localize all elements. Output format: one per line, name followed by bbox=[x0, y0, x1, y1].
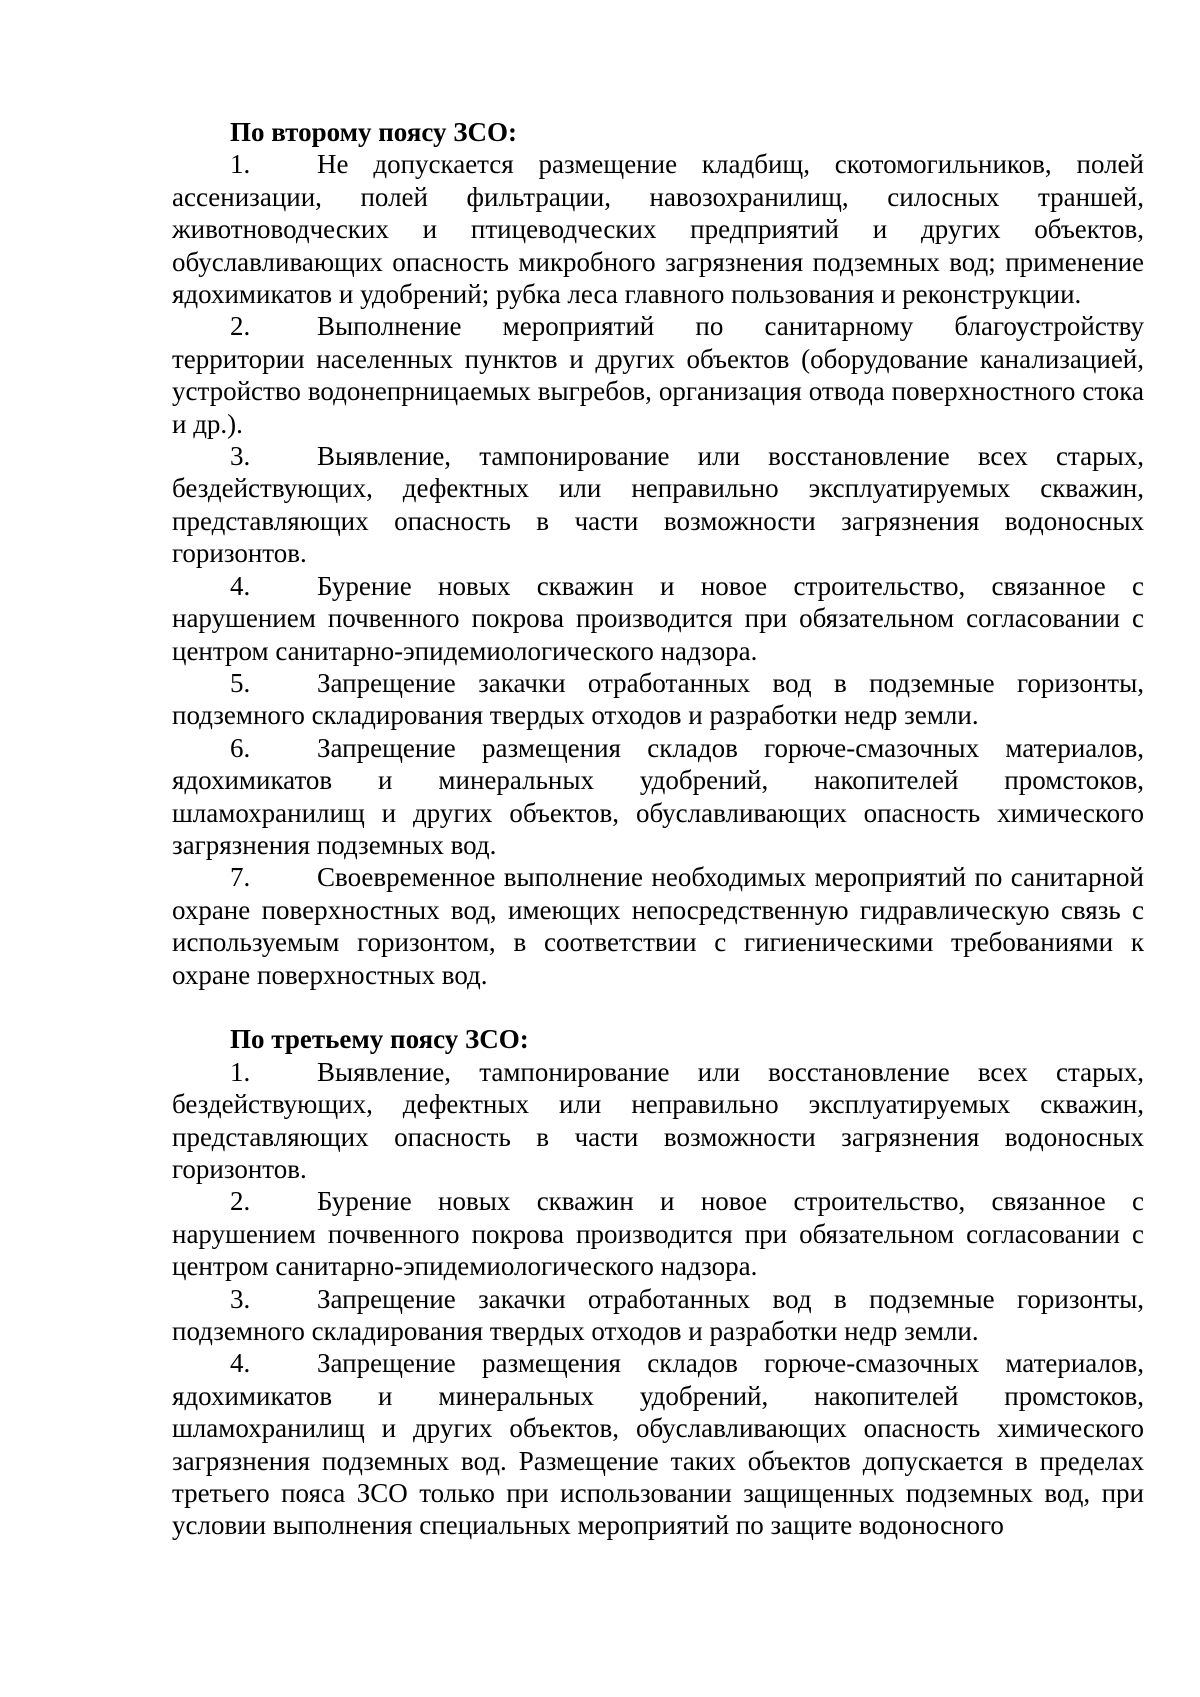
list-item-number: 3. bbox=[230, 1283, 251, 1314]
list-item bbox=[172, 1056, 1144, 1186]
list-item-number: 1. bbox=[230, 149, 251, 180]
list-item bbox=[172, 570, 1144, 667]
section-heading-zone-2: По второму поясу ЗСО: bbox=[230, 117, 517, 147]
list-item bbox=[172, 1185, 1144, 1282]
list-item-text: Не допускается размещение кладбищ, скотомогильников, полей ассенизации, полей фильтрации, навозохранилищ, силосных траншей, животноводческих и птицеводческих предприятий и других объектов, обуславливающих опасность микробного загрязнения подземных вод; применение ядохимикатов и удобрений; рубка леса главного пользования и реконструкции. bbox=[172, 149, 1144, 310]
list-item bbox=[172, 1283, 1144, 1348]
list-item-number: 3. bbox=[230, 441, 251, 472]
list-item bbox=[172, 1347, 1144, 1541]
list-item bbox=[172, 310, 1144, 440]
document-body bbox=[172, 116, 1144, 1542]
list-item-text: Выявление, тампонирование или восстановление всех старых, бездействующих, дефектных или неправильно эксплуатируемых скважин, представляющих опасность в части возможности загрязнения водоносных горизонтов. bbox=[172, 441, 1144, 569]
list-item-number: 6. bbox=[230, 732, 251, 763]
list-item-text: Запрещение размещения складов горюче-смазочных материалов, ядохимикатов и минеральных удобрений, накопителей промстоков, шламохранилищ и других объектов, обуславливающих опасность химического загрязнения подземных вод. Размещение таких объектов допускается в пределах третьего пояса ЗСО только при использовании защищенных подземных вод, при условии выполнения специальных мероприятий по защите водоносного bbox=[172, 1348, 1144, 1541]
list-item bbox=[172, 732, 1144, 862]
list-item-number: 2. bbox=[230, 1186, 251, 1217]
list-item bbox=[172, 440, 1144, 570]
list-item-text: Запрещение размещения складов горюче-смазочных материалов, ядохимикатов и минеральных удобрений, накопителей промстоков, шламохранилищ и других объектов, обуславливающих опасность химического загрязнения подземных вод. bbox=[172, 732, 1144, 860]
list-item-text: Выполнение мероприятий по санитарному благоустройству территории населенных пунктов и других объектов (оборудование канализацией, устройство водонепрницаемых выгребов, организация отвода поверхностного стока и др.). bbox=[172, 311, 1144, 439]
list-item-text: Запрещение закачки отработанных вод в подземные горизонты, подземного складирования твердых отходов и разработки недр земли. bbox=[172, 1283, 1144, 1347]
list-item bbox=[172, 148, 1144, 310]
list-item bbox=[172, 861, 1144, 991]
list-item-text: Бурение новых скважин и новое строительство, связанное с нарушением почвенного покрова производится при обязательном согласовании с центром санитарно-эпидемиологического надзора. bbox=[172, 1186, 1144, 1282]
list-item-number: 4. bbox=[230, 570, 251, 601]
list-item-text: Бурение новых скважин и новое строительство, связанное с нарушением почвенного покрова производится при обязательном согласовании с центром санитарно-эпидемиологического надзора. bbox=[172, 570, 1144, 666]
list-item-number: 1. bbox=[230, 1056, 251, 1087]
section-spacer bbox=[172, 991, 1144, 1023]
list-item-text: Своевременное выполнение необходимых мероприятий по санитарной охране поверхностных вод, имеющих непосредственную гидравлическую связь с используемым горизонтом, в соответствии с гигиеническими требованиями к охране поверхностных вод. bbox=[172, 862, 1144, 990]
list-item-text: Выявление, тампонирование или восстановление всех старых, бездействующих, дефектных или неправильно эксплуатируемых скважин, представляющих опасность в части возможности загрязнения водоносных горизонтов. bbox=[172, 1056, 1144, 1184]
list-item-number: 2. bbox=[230, 311, 251, 342]
list-item bbox=[172, 667, 1144, 732]
list-item-text: Запрещение закачки отработанных вод в подземные горизонты, подземного складирования твердых отходов и разработки недр земли. bbox=[172, 667, 1144, 731]
list-item-number: 4. bbox=[230, 1348, 251, 1379]
list-item-number: 5. bbox=[230, 667, 251, 698]
list-item-number: 7. bbox=[230, 862, 251, 893]
section-heading-zone-3: По третьему поясу ЗСО: bbox=[230, 1024, 529, 1055]
